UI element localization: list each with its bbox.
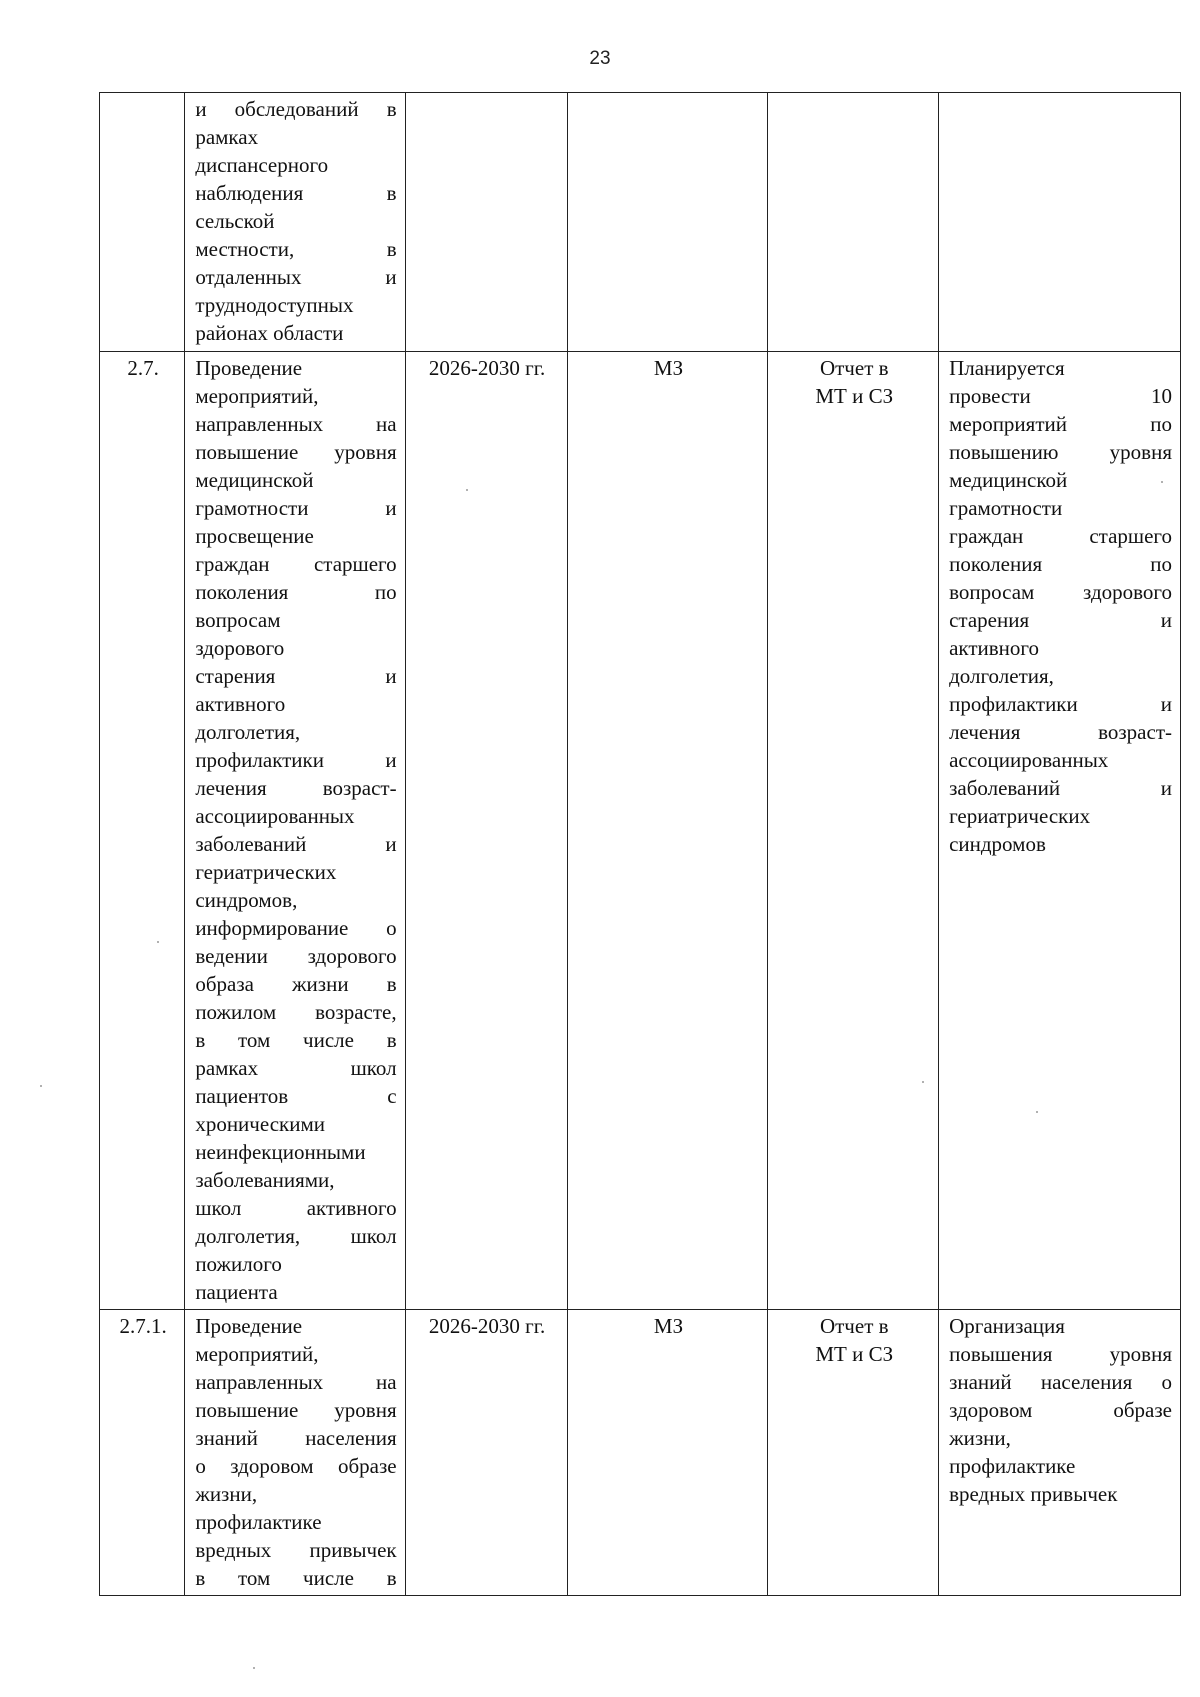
table-row <box>100 1310 1181 1596</box>
row-number-cell: 2.7.1. <box>100 1310 185 1596</box>
text-line: рамках <box>195 125 259 149</box>
text-line: гериатрических <box>949 804 1091 828</box>
result-cell <box>939 93 1181 352</box>
text-line: профилактики и <box>949 692 1172 716</box>
text-line: здоровом образе <box>949 1398 1172 1422</box>
scan-speck <box>40 1085 42 1087</box>
activity-cell <box>185 1310 405 1596</box>
text-line: синдромов <box>949 832 1046 856</box>
text-line: старения и <box>949 608 1172 632</box>
table-row <box>100 93 1181 352</box>
text-line: профилактике <box>949 1454 1076 1478</box>
text-line: направленных на <box>195 412 397 436</box>
scan-speck <box>1161 481 1163 483</box>
report-cell <box>768 93 939 352</box>
text-line: информирование о <box>195 916 397 940</box>
text-line: заболеваний и <box>195 832 397 856</box>
text-line: ассоциированных <box>195 804 355 828</box>
text-line: пациента <box>195 1280 278 1304</box>
text-line: вредных привычек <box>949 1482 1118 1506</box>
text-line: старения и <box>195 664 397 688</box>
text-line: отдаленных и <box>195 265 397 289</box>
text-line: здорового <box>195 636 285 660</box>
text-line: вопросам здорового <box>949 580 1172 604</box>
text-line: мероприятий по <box>949 412 1172 436</box>
period-cell: 2026-2030 гг. <box>405 1310 567 1596</box>
text-line: гериатрических <box>195 860 337 884</box>
text-line: поколения по <box>949 552 1172 576</box>
text-line: долголетия, <box>195 720 301 744</box>
text-line: Проведение <box>195 1314 303 1338</box>
text-line: повышению уровня <box>949 440 1172 464</box>
text-line: районах области <box>195 321 344 345</box>
text-line: пожилом возрасте, <box>195 1000 397 1024</box>
text-line: провести 10 <box>949 384 1172 408</box>
period-cell <box>405 93 567 352</box>
row-number-cell: 2.7. <box>100 352 185 1310</box>
text-line: жизни, <box>949 1426 1011 1450</box>
table-row <box>100 352 1181 1310</box>
executor-cell <box>567 93 768 352</box>
text-line: долголетия, школ <box>195 1224 397 1248</box>
report-line: Отчет в <box>819 1314 889 1338</box>
text-line: профилактики и <box>195 748 397 772</box>
result-cell <box>939 352 1181 1310</box>
text-line: Проведение <box>195 356 303 380</box>
text-line: граждан старшего <box>195 552 397 576</box>
text-line: заболеваний и <box>949 776 1172 800</box>
text-line: ведении здорового <box>195 944 397 968</box>
scan-speck <box>466 489 468 491</box>
text-line: хроническими <box>195 1112 325 1136</box>
text-line: школ активного <box>195 1196 397 1220</box>
scan-speck <box>157 941 159 943</box>
text-line: Организация <box>949 1314 1065 1338</box>
page-number: 23 <box>589 48 611 69</box>
text-line: просвещение <box>195 524 314 548</box>
text-line: повышение уровня <box>195 1398 397 1422</box>
text-line: заболеваниями, <box>195 1168 335 1192</box>
text-line: граждан старшего <box>949 524 1172 548</box>
text-line: профилактике <box>195 1510 322 1534</box>
text-line: знаний населения о <box>949 1370 1172 1394</box>
text-line: сельской <box>195 209 275 233</box>
text-line: жизни, <box>195 1482 258 1506</box>
report-line: МТ и СЗ <box>815 1342 894 1366</box>
row-number-cell <box>100 93 185 352</box>
report-line: МТ и СЗ <box>815 384 894 408</box>
text-line: вредных привычек <box>195 1538 397 1562</box>
activity-cell <box>185 93 405 352</box>
report-cell <box>768 1310 939 1596</box>
text-line: долголетия, <box>949 664 1054 688</box>
text-line: грамотности и <box>195 496 397 520</box>
text-line: поколения по <box>195 580 397 604</box>
text-line: труднодоступных <box>195 293 354 317</box>
result-cell <box>939 1310 1181 1596</box>
text-line: ассоциированных <box>949 748 1109 772</box>
text-line: активного <box>195 692 286 716</box>
text-line: в том числе в <box>195 1028 397 1052</box>
period-cell: 2026-2030 гг. <box>405 352 567 1310</box>
text-line: лечения возраст- <box>949 720 1172 744</box>
text-line: медицинской <box>949 468 1068 492</box>
scan-speck <box>922 1081 924 1083</box>
text-line: пожилого <box>195 1252 282 1276</box>
activity-cell <box>185 352 405 1310</box>
scan-speck <box>253 1667 255 1669</box>
text-line: знаний населения <box>195 1426 397 1450</box>
text-line: образа жизни в <box>195 972 397 996</box>
text-line: наблюдения в <box>195 181 397 205</box>
text-line: повышения уровня <box>949 1342 1172 1366</box>
text-line: пациентов с <box>195 1084 397 1108</box>
text-line: грамотности <box>949 496 1063 520</box>
text-line: активного <box>949 636 1039 660</box>
measures-table <box>99 92 1181 1596</box>
text-line: мероприятий, <box>195 384 319 408</box>
executor-cell: МЗ <box>567 352 768 1310</box>
executor-cell: МЗ <box>567 1310 768 1596</box>
text-line: о здоровом образе <box>195 1454 397 1478</box>
text-line: повышение уровня <box>195 440 397 464</box>
text-line: и обследований в <box>195 97 397 121</box>
text-line: медицинской <box>195 468 314 492</box>
report-line: Отчет в <box>819 356 889 380</box>
text-line: лечения возраст- <box>195 776 397 800</box>
text-line: неинфекционными <box>195 1140 366 1164</box>
report-cell <box>768 352 939 1310</box>
text-line: рамках школ <box>195 1056 397 1080</box>
text-line: вопросам <box>195 608 281 632</box>
text-line: Планируется <box>949 356 1065 380</box>
text-line: в том числе в <box>195 1566 397 1590</box>
text-line: направленных на <box>195 1370 397 1394</box>
text-line: мероприятий, <box>195 1342 319 1366</box>
text-line: синдромов, <box>195 888 298 912</box>
text-line: диспансерного <box>195 153 329 177</box>
scan-speck <box>1036 1111 1038 1113</box>
text-line: местности, в <box>195 237 397 261</box>
